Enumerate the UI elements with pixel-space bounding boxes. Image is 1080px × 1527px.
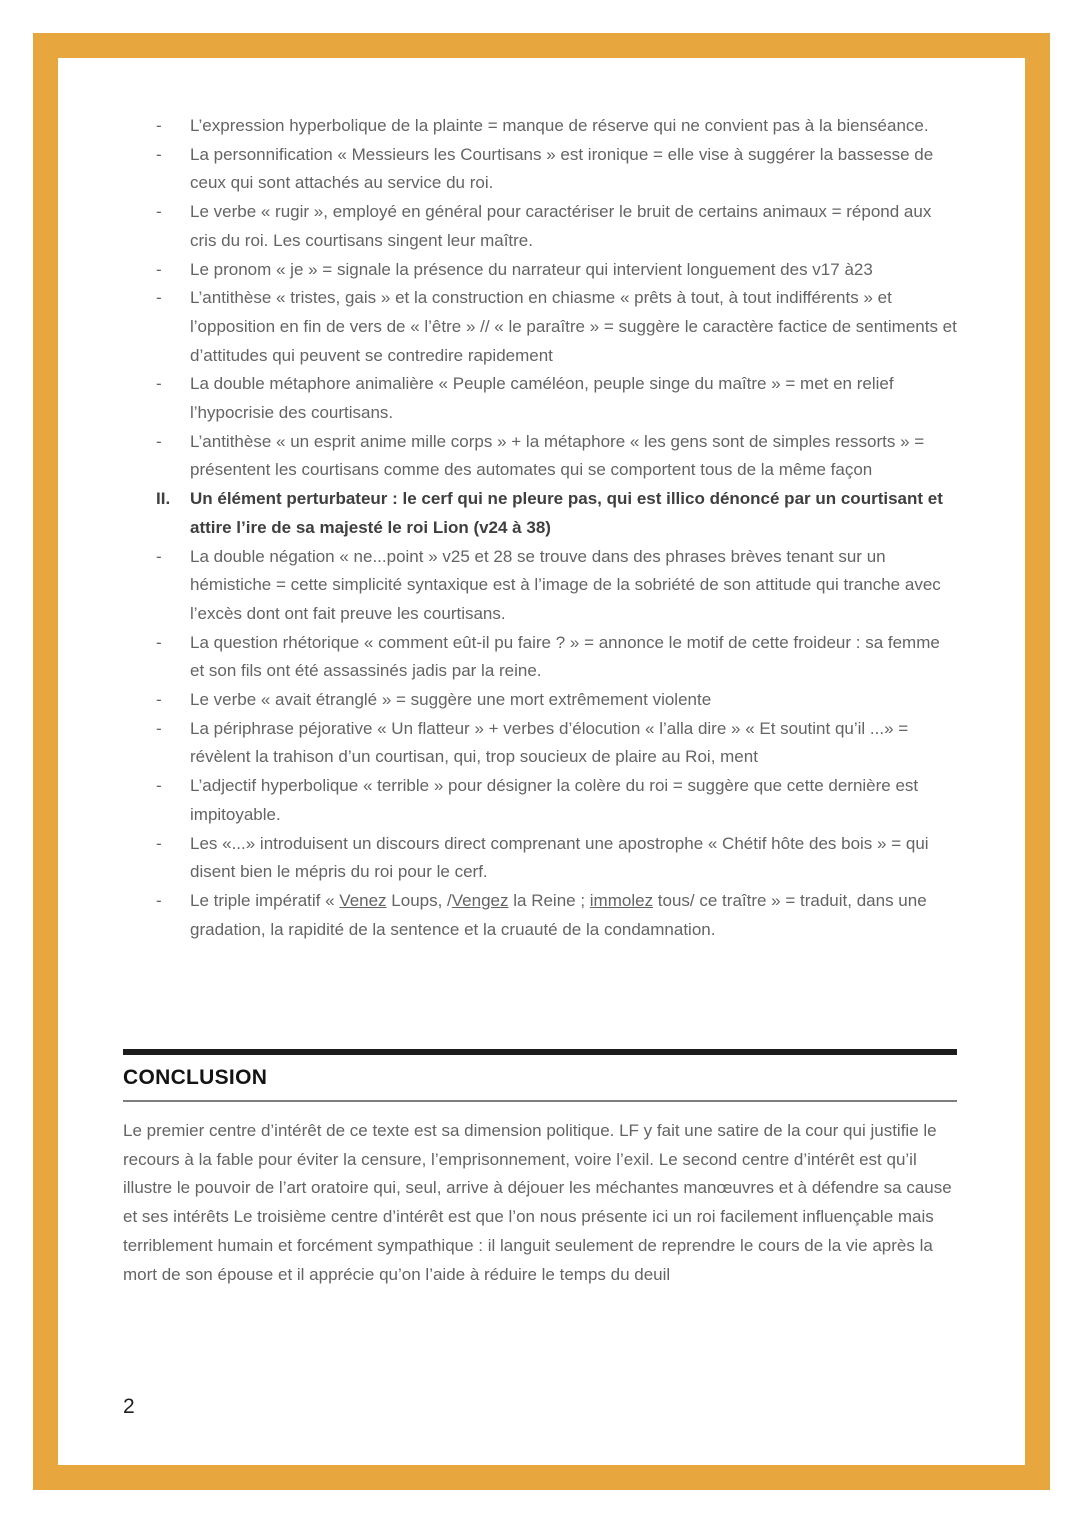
list-item <box>123 686 957 715</box>
list-marker: - <box>156 374 162 394</box>
list-marker: - <box>156 690 162 710</box>
list-marker: - <box>156 144 162 164</box>
list-item <box>123 887 957 944</box>
list-marker: - <box>156 632 162 652</box>
list-item <box>123 198 957 255</box>
conclusion-section <box>123 1049 957 1289</box>
list-item-text <box>190 198 957 255</box>
list-item <box>123 715 957 772</box>
list-marker: - <box>156 776 162 796</box>
list-marker: - <box>156 431 162 451</box>
list-item <box>123 112 957 141</box>
text-run: L’antithèse « tristes, gais » et la construction en chiasme « prêts à tout, à tout indifférents » et l’opposition en fin de vers de « l’être » // « le paraître » = suggère le caractère factice de sentiments et d’attitudes qui peuvent se contredire rapidement <box>190 288 957 365</box>
text-run: La personnification « Messieurs les Courtisans » est ironique = elle vise à suggérer la bassesse de ceux qui sont attachés au service du roi. <box>190 144 934 193</box>
text-run: La double négation « ne...point » v25 et 28 se trouve dans des phrases brèves tenant sur un hémistiche = cette simplicité syntaxique est à l’image de la sobriété de son attitude qui tranche avec l’excès dont ont fait preuve les courtisans. <box>190 546 941 623</box>
conclusion-rule <box>123 1100 957 1102</box>
text-run: Le verbe « rugir », employé en général pour caractériser le bruit de certains animaux = répond aux cris du roi. Les courtisans singent leur maître. <box>190 202 932 250</box>
text-run: La double métaphore animalière « Peuple caméléon, peuple singe du maître » = met en relief l’hypocrisie des courtisans. <box>190 374 894 423</box>
list-item-text <box>190 112 957 141</box>
list-item-text <box>190 715 957 772</box>
list-marker: - <box>156 833 162 853</box>
list-marker: - <box>156 116 162 135</box>
list-item-text <box>190 370 957 427</box>
conclusion-paragraph: Le premier centre d’intérêt de ce texte est sa dimension politique. LF y fait une satire de la cour qui justifie le recours à la fable pour éviter la censure, l’emprisonnement, voire l’exil. Le second centre d’intérêt est qu’il illustre le pouvoir de l’art oratoire qui, seul, arrive à déjouer les méchantes manœuvres et à défendre sa cause et ses intérêts Le troisième centre d’intérêt est que l’on nous présente ici un roi facilement influençable mais terriblement humain et forcément sympathique : il languit seulement de reprendre le cours de la vie après la mort de son épouse et il apprécie qu’on l’aide à réduire le temps du deuil <box>123 1121 952 1284</box>
text-run: Le pronom « je » = signale la présence du narrateur qui intervient longuement des v17 à23 <box>190 259 873 279</box>
list-item-text <box>190 141 957 198</box>
conclusion-top-bar <box>123 1049 957 1055</box>
list-item-text <box>190 830 957 887</box>
text-run: L’expression hyperbolique de la plainte = manque de réserve qui ne convient pas à la bienséance. <box>190 116 929 135</box>
text-run: Un élément perturbateur : le cerf qui ne pleure pas, qui est illico dénoncé par un courtisant et attire l’ire de sa majesté le roi Lion (v24 à 38) <box>190 489 943 537</box>
list-item <box>123 830 957 887</box>
list-item <box>123 370 957 427</box>
list-item-text <box>190 772 957 829</box>
list-item <box>123 256 957 285</box>
page-number: 2 <box>123 1395 135 1418</box>
text-run: Loups, / <box>386 890 452 910</box>
list-item-text <box>190 543 957 629</box>
underlined-text: Venez <box>339 890 387 910</box>
list-item-text <box>190 887 957 944</box>
list-item-text <box>190 256 957 285</box>
list-marker: - <box>156 259 162 279</box>
list-marker: - <box>156 288 162 308</box>
list-item <box>123 141 957 198</box>
conclusion-heading: CONCLUSION <box>123 1066 268 1089</box>
text-run: La question rhétorique « comment eût-il pu faire ? » = annonce le motif de cette froideur : sa femme et son fils ont été assassinés jadis par la reine. <box>190 632 940 681</box>
list-marker: - <box>156 890 162 910</box>
text-run: Le verbe « avait étranglé » = suggère une mort extrêmement violente <box>190 690 712 710</box>
list-item <box>123 428 957 485</box>
section-heading <box>123 485 957 542</box>
list-item <box>123 543 957 629</box>
analysis-notes-list <box>123 112 957 944</box>
list-item-text <box>190 284 957 370</box>
list-item <box>123 629 957 686</box>
list-marker: - <box>156 718 162 738</box>
list-marker: - <box>156 202 162 222</box>
list-marker: - <box>156 546 162 566</box>
text-run: Les «...» introduisent un discours direct comprenant une apostrophe « Chétif hôte des bois » = qui disent bien le mépris du roi pour le cerf. <box>190 833 929 882</box>
list-item-text <box>190 428 957 485</box>
underlined-text: Vengez <box>451 890 509 910</box>
list-item-text <box>190 629 957 686</box>
list-item-text <box>190 485 957 542</box>
text-run: tous/ ce traître » = traduit, dans une gradation, la rapidité de la sentence et la cruauté de la condamnation. <box>190 890 927 939</box>
text-run: la Reine ; <box>508 890 590 910</box>
text-run: Le triple impératif « <box>190 890 340 910</box>
text-run: L’adjectif hyperbolique « terrible » pour désigner la colère du roi = suggère que cette dernière est impitoyable. <box>190 776 919 824</box>
list-item <box>123 772 957 829</box>
underlined-text: immolez <box>589 890 654 910</box>
text-run: La périphrase péjorative « Un flatteur » + verbes d’élocution « l’alla dire » « Et soutint qu’il ...» = révèlent la trahison d’un courtisan, qui, trop soucieux de plaire au Roi, ment <box>190 718 909 767</box>
text-run: L’antithèse « un esprit anime mille corps » + la métaphore « les gens sont de simples ressorts » = présentent les courtisans comme des automates qui se comportent tous de la même façon <box>190 431 925 480</box>
list-item <box>123 284 957 370</box>
list-item-text <box>190 686 957 715</box>
list-marker: II. <box>156 489 171 509</box>
